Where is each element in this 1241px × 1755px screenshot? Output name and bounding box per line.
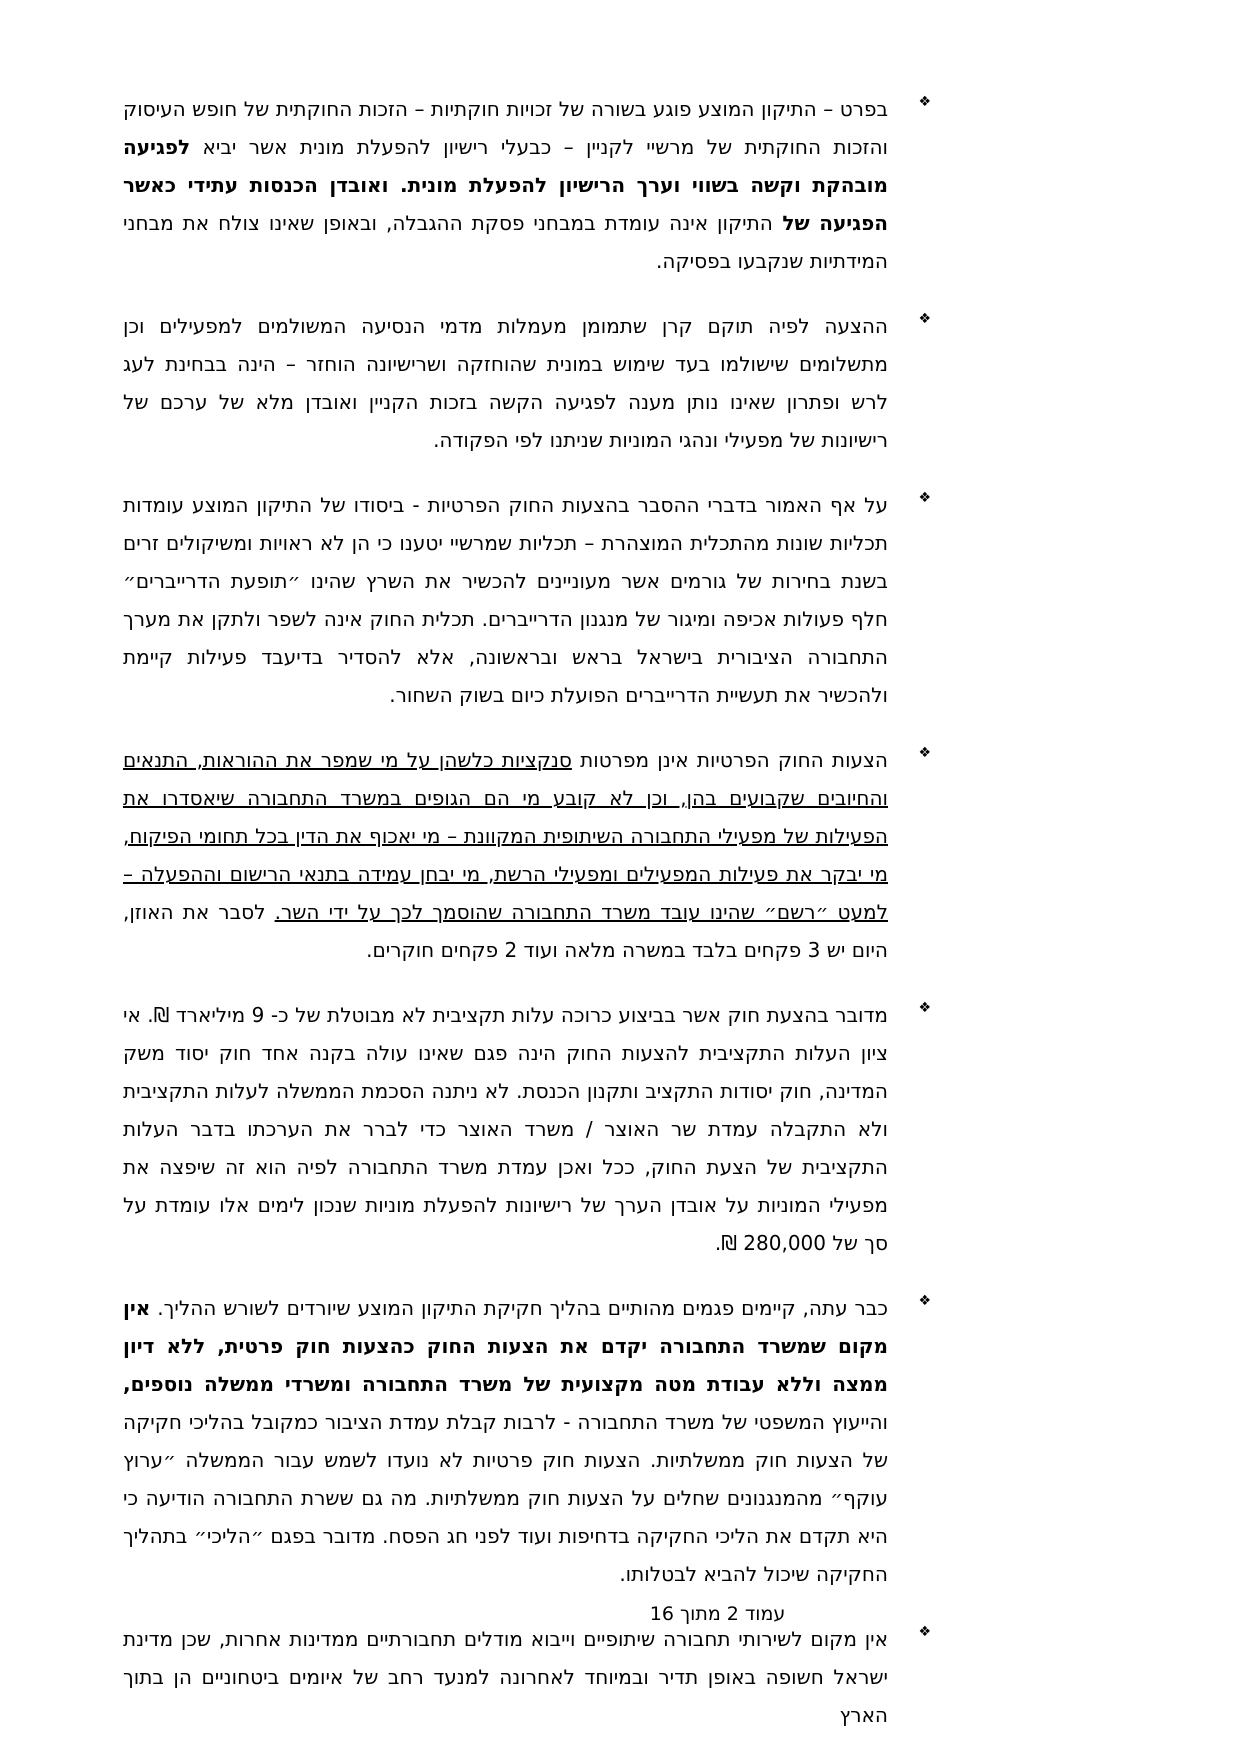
- bullet-text-segment: והייעוץ המשפטי של משרד התחבורה - לרבות קבלת עמדת הציבור כמקובל בהליכי חקיקה של הצעות חוק ממשלתיות. הצעות חוק פרטיות לא נועדו לשמש עבור הממשלה ״ערוץ עוקף״ מהמנגנונים שחלים על הצעות חוק ממשלתיות. מה גם ששרת התחבורה הודיעה כי היא תקדם את הליכי החקיקה בדחיפות ועוד לפני חג הפסח. מדובר בפגם ״הליכי״ בתהליך החקיקה שיכול להביא לבטלותו.: [123, 1410, 888, 1586]
- bullet-text-segment: לסבר את האוזן, היום יש 3 פקחים בלבד במשרה מלאה ועוד 2 פקחים חוקרים.: [123, 900, 888, 962]
- bullet-text-segment: בפרט – התיקון המוצע פוגע בשורה של זכויות חוקתיות – הזכות החוקתית של חופש העיסוק והזכות החוקתית של מרשיי לקניין – כבעלי רישיון להפעלת מונית אשר יביא: [123, 97, 888, 159]
- bullet-list: [123, 90, 935, 1734]
- bullet-text-segment: לפגיעה מובהקת וקשה בשווי וערך הרישיון להפעלת מונית. ואובדן הכנסות עתידי כאשר הפגיעה של: [123, 135, 888, 235]
- bullet-text-segment: כבר עתה, קיימים פגמים מהותיים בהליך חקיקת התיקון המוצע שיורדים לשורש ההליך.: [150, 1296, 888, 1320]
- bullet-marker-icon: ❖: [918, 94, 931, 110]
- bullet-text: [123, 1289, 888, 1593]
- bullet-text: [123, 741, 888, 969]
- bullet-text-segment: אין מקום שמשרד התחבורה יקדם את הצעות החוק כהצעות חוק פרטית, ללא דיון ממצה וללא עבודת מטה מקצועית של משרד התחבורה ומשרדי ממשלה נוספים,: [123, 1296, 888, 1396]
- bullet-marker-icon: ❖: [918, 1293, 931, 1309]
- bullet-text-segment: התיקון אינה עומדת במבחני פסקת ההגבלה, ובאופן שאינו צולח את מבחני המידתיות שנקבעו בפסיקה.: [123, 211, 888, 273]
- bullet-text: [123, 486, 888, 714]
- bullet-text: [123, 996, 888, 1262]
- bullet-item: [123, 486, 935, 714]
- bullet-text-segment: על אף האמור בדברי ההסבר בהצעות החוק הפרטיות - ביסודו של התיקון המוצע עומדות תכליות שונות מהתכלית המוצהרת – תכליות שמרשיי יטענו כי הן לא ראויות ומשיקולים זרים בשנת בחירות של גורמים אשר מעוניינים להכשיר את השרץ שהינו ״תופעת הדרייברים״ חלף פעולות אכיפה ומיגור של מנגנון הדרייברים. תכלית החוק אינה לשפר ולתקן את מערך התחבורה הציבורית בישראל בראש ובראשונה, אלא להסדיר בדיעבד פעילות קיימת ולהכשיר את תעשיית הדרייברים הפועלת כיום בשוק השחור.: [123, 493, 888, 707]
- bullet-text-segment: אין מקום לשירותי תחבורה שיתופיים וייבוא מודלים תחבורתיים ממדינות אחרות, שכן מדינת ישראל חשופה באופן תדיר ובמיוחד לאחרונה למנעד רחב של איומים ביטחוניים הן בתוך הארץ: [123, 1627, 888, 1727]
- bullet-text: [123, 307, 888, 459]
- bullet-text-segment: ההצעה לפיה תוקם קרן שתמומן מעמלות מדמי הנסיעה המשולמים למפעילים וכן מתשלומים שישולמו בעד שימוש במונית שהוחזקה ושרישיונה הוחזר – הינה בבחינת לעג לרש ופתרון שאינו נותן מענה לפגיעה הקשה בזכות הקניין ואובדן מלא של ערכם של רישיונות של מפעילי ונהגי המוניות שניתנו לפי הפקודה.: [123, 314, 888, 452]
- bullet-marker-icon: ❖: [918, 745, 931, 761]
- bullet-marker-icon: ❖: [918, 1000, 931, 1016]
- bullet-text: [123, 90, 888, 280]
- bullet-text-segment: הצעות החוק הפרטיות אינן מפרטות: [571, 748, 888, 772]
- bullet-marker-icon: ❖: [918, 1624, 931, 1640]
- bullet-item: [123, 307, 935, 459]
- bullet-item: [123, 90, 935, 280]
- page-number-text: עמוד 2 מתוך 16: [649, 1603, 786, 1625]
- bullet-marker-icon: ❖: [918, 490, 931, 506]
- bullet-text-segment: סנקציות כלשהן על מי שמפר את ההוראות, התנאים והחיובים שקבועים בהן, וכן לא קובע מי הם הגופים במשרד התחבורה שיאסדרו את הפעילות של מפעילי התחבורה השיתופית המקוונת – מי יאכוף את הדין בכל תחומי הפיקוח, מי יבקר את פעילות המפעילים ומפעילי הרשת, מי יבחן עמידה בתנאי הרישום וההפעלה – למעט ״רשם״ שהינו עובד משרד התחבורה שהוסמך לכך על ידי השר.: [123, 748, 888, 924]
- bullet-item: [123, 1620, 935, 1734]
- page-footer: [194, 1603, 1241, 1625]
- bullet-text-segment: מדובר בהצעת חוק אשר בביצוע כרוכה עלות תקציבית לא מבוטלת של כ- 9 מיליארד ₪. אי ציון העלות התקציבית להצעות החוק הינה פגם שאינו עולה בקנה אחד חוק יסוד משק המדינה, חוק יסודות התקציב ותקנון הכנסת. לא ניתנה הסכמת הממשלה לעלות התקציבית ולא התקבלה עמדת שר האוצר / משרד האוצר כדי לברר את הערכתו בדבר העלות התקציבית של הצעת החוק, ככל ואכן עמדת משרד התחבורה לפיה הוא זה שיפצה את מפעילי המוניות על אובדן הערך של רישיונות להפעלת מוניות שנכון לימים אלו עומדת על סך של 280,000 ₪.: [123, 1003, 888, 1255]
- bullet-marker-icon: ❖: [918, 311, 931, 327]
- bullet-item: [123, 996, 935, 1262]
- bullet-item: [123, 1289, 935, 1593]
- bullet-text: [123, 1620, 888, 1734]
- bullet-item: [123, 741, 935, 969]
